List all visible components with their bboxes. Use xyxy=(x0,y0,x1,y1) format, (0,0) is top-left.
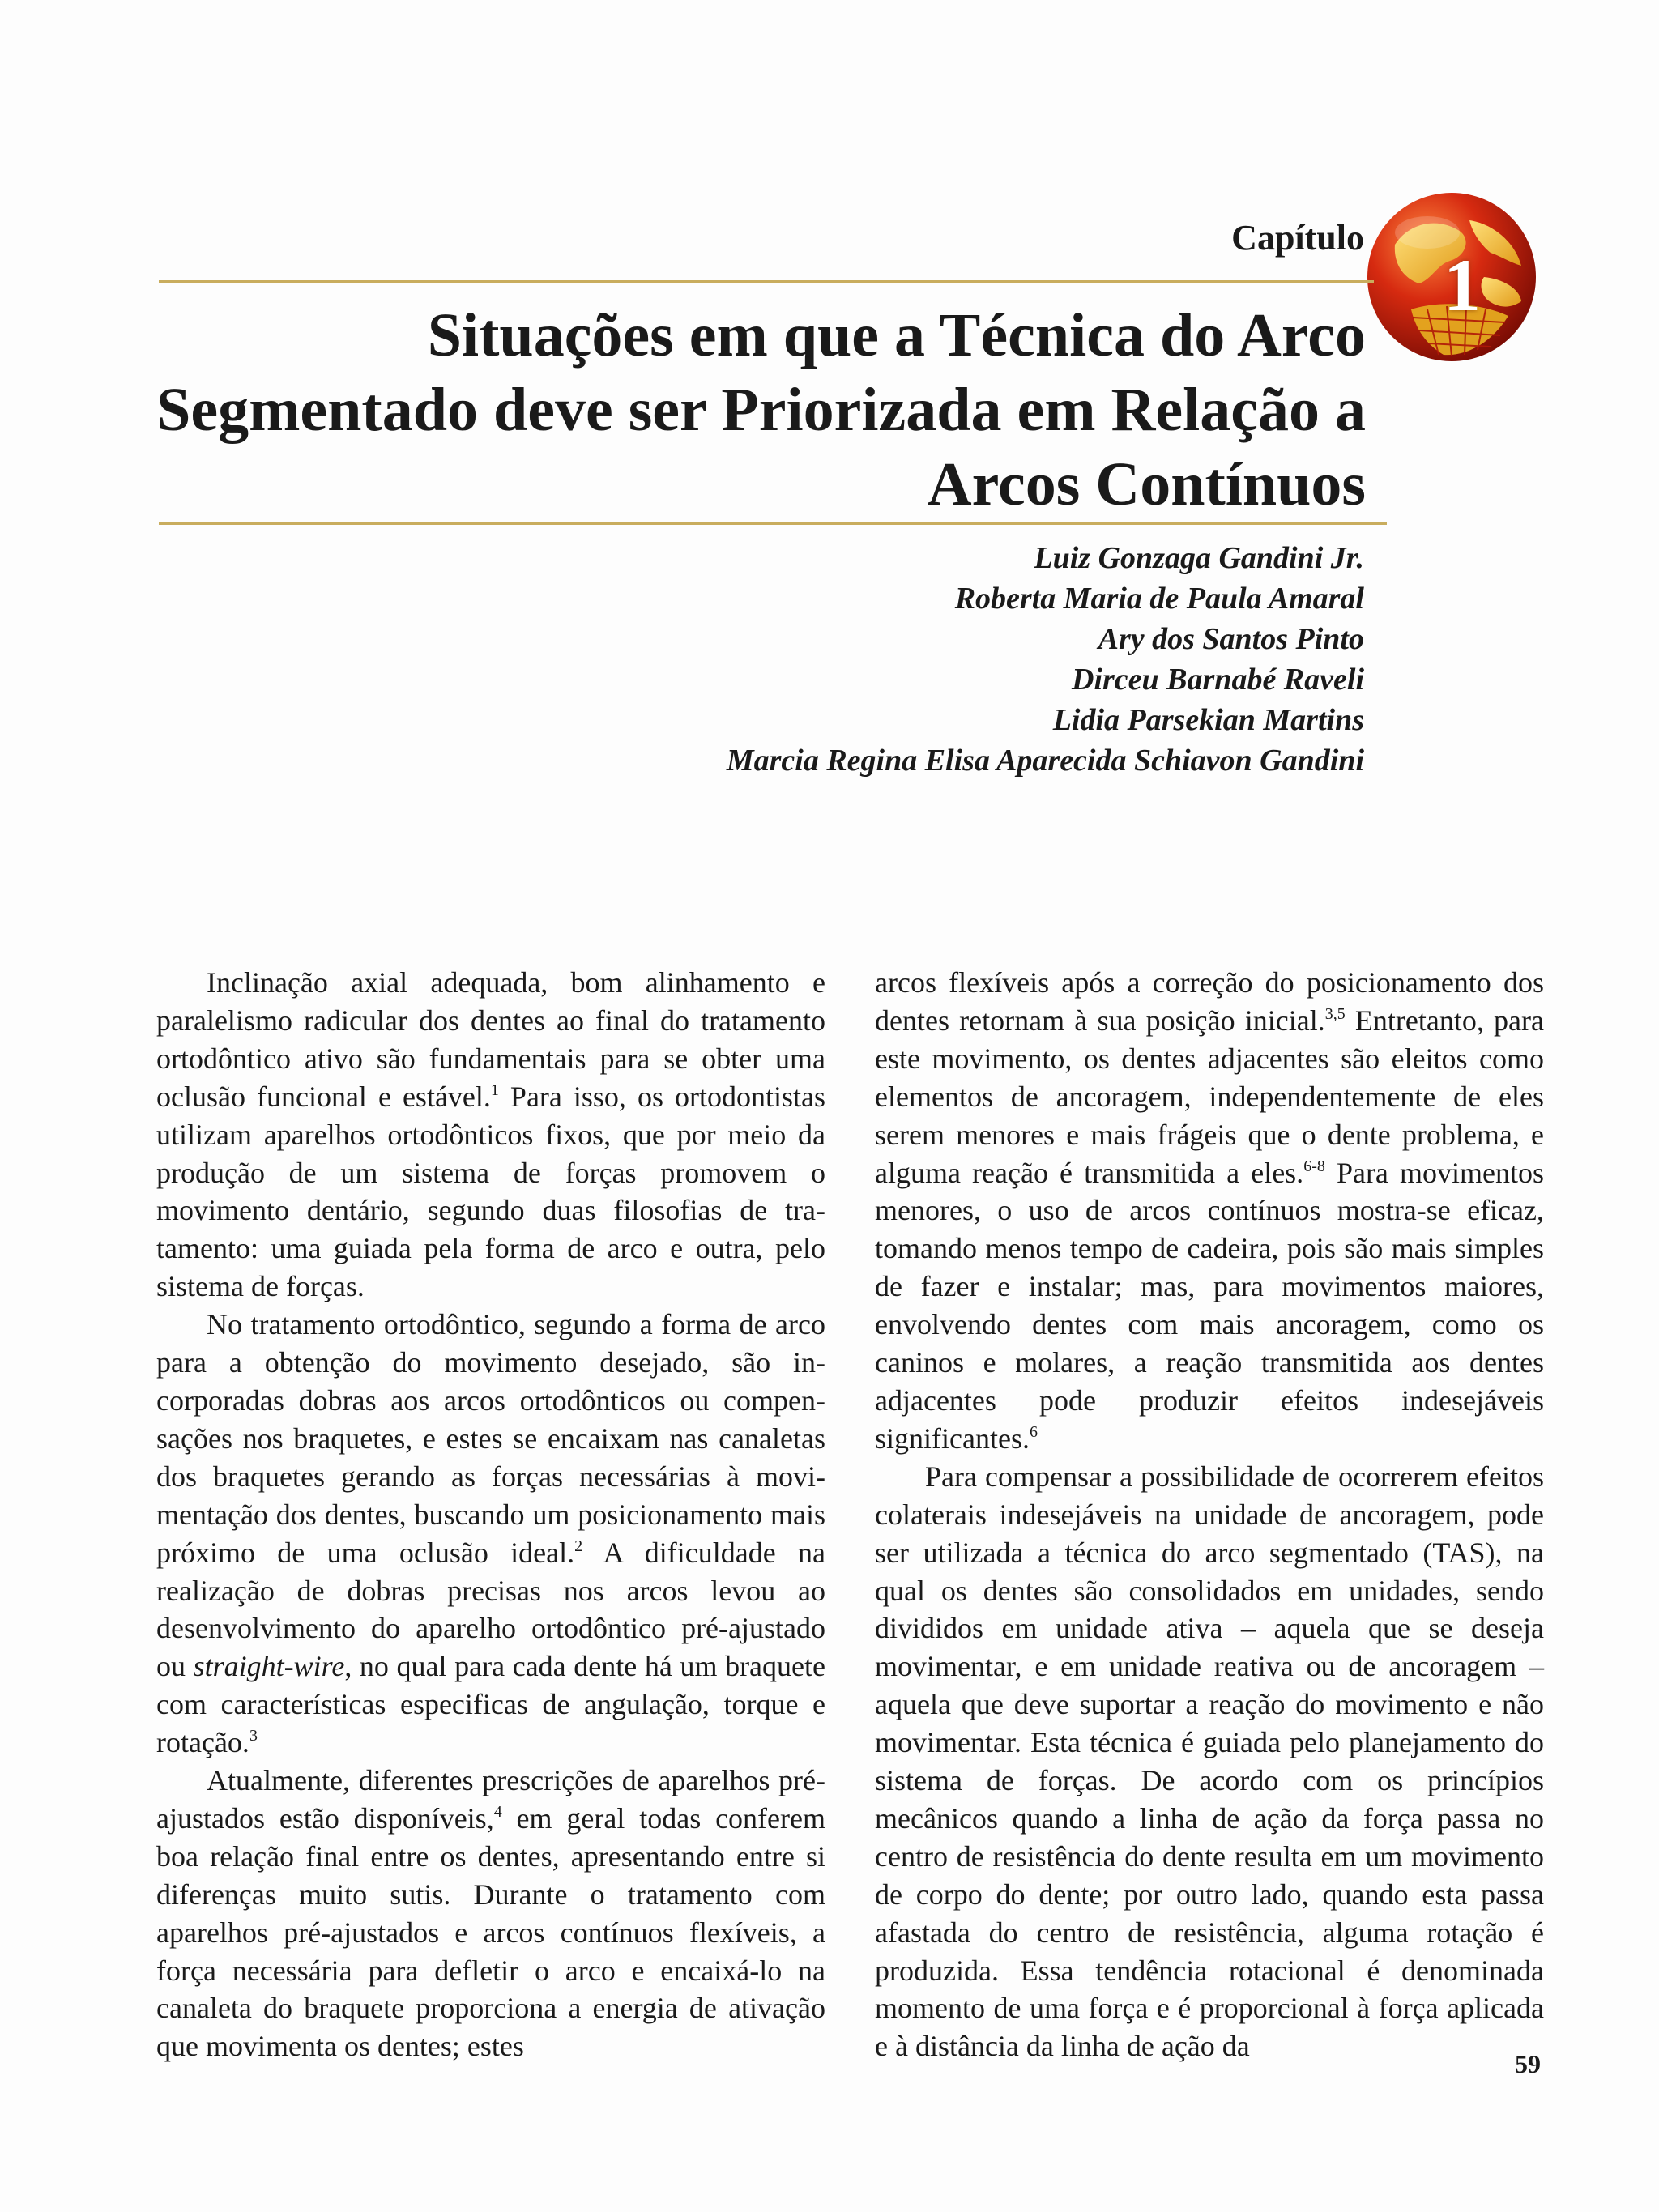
citation: 1 xyxy=(490,1080,499,1099)
page-number: 59 xyxy=(1515,2049,1541,2078)
author-name: Roberta Maria de Paula Amaral xyxy=(954,582,1364,616)
author-name: Lidia Parsekian Martins xyxy=(1052,703,1364,737)
citation: 2 xyxy=(574,1536,583,1555)
title-line: Segmentado deve ser Priorizada em Relação a xyxy=(156,376,1366,444)
paragraph: Inclinação axial adequada, bom alinhamento e paralelismo radicular dos dentes ao final do tratamento ortodôntico ativo são fundamentais para se obter uma oclusão funcional e estável.$^1$ Para isso, os ortodontistas utilizam aparelhos ortodônticos fixos, que por meio da produção de um sistema de forças promovem o movimento dentário, segundo duas filosofias de tratamento: uma guiada pela forma de arco e outra, pelo sistema de forças. xyxy=(156,966,825,1303)
citation: 4 xyxy=(493,1802,502,1821)
chapter-label: Capítulo xyxy=(1231,218,1364,258)
chapter-number: 1 xyxy=(1444,244,1481,326)
paragraph: Atualmente, diferentes prescrições de aparelhos pré-ajustados estão disponíveis,$^4$ em geral todas conferem boa relação final entre os dentes, apresentando entre si diferenças muito sutis. Durante o tratamento com aparelhos pré-ajustados e arcos contínuos flexíveis, a força necessária para defletir o arco e encaixá-lo na canaleta do braquete proporciona a energia de ativação que movimenta os dentes; estes xyxy=(156,1764,825,2063)
citation: 6-8 xyxy=(1303,1157,1325,1175)
bottom-divider xyxy=(159,522,1387,525)
author-name: Ary dos Santos Pinto xyxy=(1098,622,1364,656)
paragraph: Para compensar a possibilidade de ocorrerem efeitos colaterais indesejáveis na unidade de ancoragem, pode ser utilizada a técnica do arco segmentado (TAS), na qual os dentes são consolidados em unidades, sendo divididos em unidade ativa – aquela que se deseja movimentar, e em unidade reativa ou de ancoragem – aquela que deve suportar a reação do movimento e não movimentar. Esta técnica é guiada pelo planejamento do sistema de forças. De acordo com os princípios mecânicos quando a linha de ação da força passa no centro de resistência do dente resulta em um movimento de corpo do dente; por outro lado, quando esta passa afastada do centro de resistência, alguma rotação é produzida. Essa tendência rotacional é denominada momento de uma força e é proporcional à força aplicada e à distância da linha de ação da xyxy=(875,1460,1544,2063)
author-name: Dirceu Barnabé Raveli xyxy=(1072,663,1364,697)
paragraph: arcos flexíveis após a correção do posicionamento dos dentes retornam à sua posição inicial.$^{3,5}$ Entretanto, para este movimento, os dentes adjacentes são eleitos como elementos de ancoragem, independentemente de eles serem menores e mais frágeis que o dente problema, e alguma reação é transmitida a eles.$^{6-8}$ Para movimentos menores, o uso de arcos contínuos mostra-se eficaz, tomando menos tempo de cadeira, pois são mais simples de fazer e instalar; mas, para movimentos maiores, envolvendo dentes com mais ancoragem, como os caninos e molares, a reação transmitida aos dentes adjacentes pode produzir efeitos indesejáveis significantes.$^6$ xyxy=(875,966,1544,1455)
citation: 3 xyxy=(249,1727,258,1745)
author-name: Luiz Gonzaga Gandini Jr. xyxy=(1034,541,1364,575)
paragraph: No tratamento ortodôntico, segundo a forma de arco para a obtenção do movimento desejado, são incorporadas dobras aos arcos ortodônticos ou compensações nos braquetes, e estes se encaixam nas canaletas dos braquetes gerando as forças necessárias à movimentação dos dentes, buscando um posicionamento mais próximo de uma oclusão ideal.$^2$ A dificuldade na realização de dobras precisas nos arcos levou ao desenvolvimento do aparelho ortodôntico pré-ajustado ou straight-wire, no qual para cada dente há um braquete com características especificas de angulação, torque e rotação.$^3$ xyxy=(156,1308,825,1759)
body-column-left xyxy=(156,964,825,2065)
title-line: Arcos Contínuos xyxy=(927,450,1366,518)
citation: 3,5 xyxy=(1324,1004,1346,1023)
author-list xyxy=(392,538,1364,781)
top-divider xyxy=(159,280,1374,283)
citation: 6 xyxy=(1029,1422,1038,1441)
chapter-title xyxy=(102,298,1366,522)
body-column-right xyxy=(875,964,1544,2065)
title-line: Situações em que a Técnica do Arco xyxy=(427,301,1366,369)
author-name: Marcia Regina Elisa Aparecida Schiavon Gandini xyxy=(726,744,1364,778)
